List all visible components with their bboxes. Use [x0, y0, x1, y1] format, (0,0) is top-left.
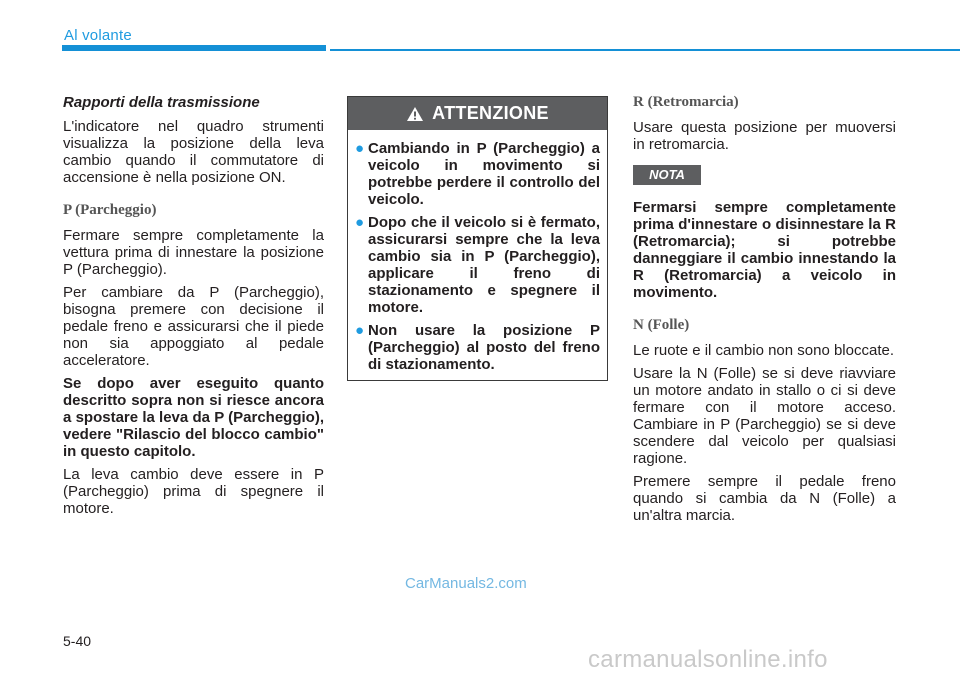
section-title: Al volante [64, 27, 132, 44]
park-heading: P (Parcheggio) [63, 202, 157, 218]
warning-item [355, 140, 600, 208]
bullet-dot-icon: ● [355, 214, 365, 231]
park-paragraph-1: Fermare sempre completamente la vettura prima di innestare la posizione P (Parcheggio). [63, 227, 324, 278]
warning-triangle-icon [406, 106, 424, 122]
warning-item [355, 214, 600, 316]
right-column [633, 94, 896, 530]
warning-list [348, 130, 607, 373]
park-paragraph-2: Per cambiare da P (Parcheggio), bisogna premere con decisione il pedale freno e assicurarsi che il piede non sia appoggiato al pedale acceleratore. [63, 284, 324, 369]
nota-badge: NOTA [633, 165, 701, 185]
park-paragraph-4: La leva cambio deve essere in P (Parcheggio) prima di spegnere il motore. [63, 466, 324, 517]
neutral-heading: N (Folle) [633, 317, 690, 333]
left-column [63, 94, 324, 523]
header-rule-thick [62, 45, 326, 51]
header-rule-thin [330, 49, 960, 51]
reverse-heading: R (Retromarcia) [633, 94, 739, 110]
neutral-paragraph-3: Premere sempre il pedale freno quando si cambia da N (Folle) a un'altra marcia. [633, 473, 896, 524]
bullet-dot-icon: ● [355, 140, 365, 157]
reverse-paragraph: Usare questa posizione per muoversi in retromarcia. [633, 119, 896, 153]
bullet-dot-icon: ● [355, 322, 365, 339]
transmission-heading: Rapporti della trasmissione [63, 94, 260, 111]
warning-title: ATTENZIONE [432, 103, 549, 123]
neutral-paragraph-1: Le ruote e il cambio non sono bloccate. [633, 342, 894, 359]
warning-item [355, 322, 600, 373]
warning-box [347, 96, 608, 381]
intro-paragraph: L'indicatore nel quadro strumenti visualizza la posizione della leva cambio quando il commutatore di accensione è nella posizione ON. [63, 118, 324, 186]
park-paragraph-3: Se dopo aver eseguito quanto descritto sopra non si riesce ancora a spostare la leva da P (Parcheggio), vedere "Rilascio del blocco cambio" in questo capitolo. [63, 375, 324, 460]
neutral-paragraph-2: Usare la N (Folle) se si deve riavviare un motore andato in stallo o ci si deve fermare con il motore acceso. Cambiare in P (Parcheggio) se si deve scendere dal veicolo per qualsiasi ragione. [633, 365, 896, 467]
page-number: 5-40 [63, 633, 92, 649]
warning-item-text: Dopo che il veicolo si è fermato, assicurarsi sempre che la leva cambio sia in P (Parcheggio), applicare il freno di stazionamento e spegnere il motore. [368, 214, 600, 316]
warning-item-text: Non usare la posizione P (Parcheggio) al posto del freno di stazionamento. [368, 322, 600, 373]
watermark-corner[interactable]: carmanualsonline.info [588, 646, 828, 673]
warning-header [348, 97, 607, 130]
warning-item-text: Cambiando in P (Parcheggio) a veicolo in movimento si potrebbe perdere il controllo del veicolo. [368, 140, 600, 208]
nota-text: Fermarsi sempre completamente prima d'innestare o disinnestare la R (Retromarcia); si potrebbe danneggiare il cambio innestando la R (Retromarcia) a veicolo in movimento. [633, 199, 896, 301]
watermark-center[interactable]: CarManuals2.com [405, 575, 527, 592]
